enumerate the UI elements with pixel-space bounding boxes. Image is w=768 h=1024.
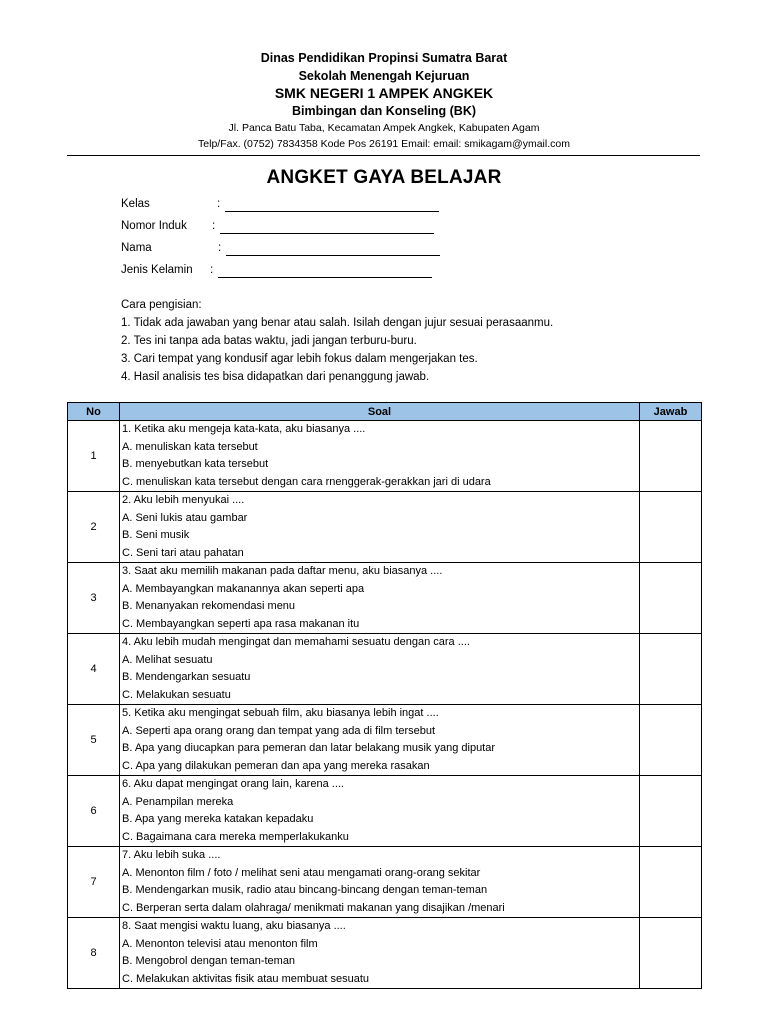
answer-cell[interactable] <box>640 563 702 634</box>
question-cell <box>120 492 640 563</box>
question-text: 3. Saat aku memilih makanan pada daftar menu, aku biasanya .... <box>122 565 443 577</box>
question-text: 2. Aku lebih menyukai .... <box>122 494 245 506</box>
question-cell <box>120 776 640 847</box>
answer-option: B. Menanyakan rekomendasi menu <box>122 600 296 612</box>
answer-cell[interactable] <box>640 776 702 847</box>
answer-option: C. Melakukan aktivitas fisik atau membuat sesuatu <box>122 972 370 985</box>
field-colon: : <box>217 198 221 210</box>
question-number: 1 <box>68 421 120 492</box>
question-number: 4 <box>68 634 120 705</box>
nama-blank-line[interactable] <box>226 255 440 256</box>
header-no: No <box>68 403 120 421</box>
question-text: 8. Saat mengisi waktu luang, aku biasanya .... <box>122 920 346 932</box>
answer-option: C. Apa yang dilakukan pemeran dan apa yang mereka rasakan <box>122 759 430 772</box>
answer-option: B. Seni musik <box>122 529 190 541</box>
answer-option: C. menuliskan kata tersebut dengan cara rnenggerak-gerakkan jari di udara <box>122 475 491 488</box>
header-jawab: Jawab <box>640 403 702 421</box>
answer-cell[interactable] <box>640 421 702 492</box>
answer-option: A. Seperti apa orang orang dan tempat yang ada di film tersebut <box>122 724 436 737</box>
question-number: 2 <box>68 492 120 563</box>
table-row <box>68 776 702 847</box>
table-body <box>68 421 702 989</box>
jenis-kelamin-blank-line[interactable] <box>218 277 432 278</box>
answer-option: A. Menonton film / foto / melihat seni atau mengamati orang-orang sekitar <box>122 866 481 879</box>
answer-cell[interactable] <box>640 492 702 563</box>
answer-option: B. Mengobrol dengan teman-teman <box>122 955 296 967</box>
answer-option: C. Seni tari atau pahatan <box>122 546 244 559</box>
answer-option: C. Berperan serta dalam olahraga/ menikmati makanan yang disajikan /menari <box>122 901 505 914</box>
answer-option: A. Membayangkan makanannya akan seperti apa <box>122 582 365 595</box>
field-label: Jenis Kelamin <box>121 264 193 276</box>
question-cell <box>120 421 640 492</box>
school-type: Sekolah Menengah Kejuruan <box>298 69 470 83</box>
nomor-induk-blank-line[interactable] <box>220 233 434 234</box>
answer-cell[interactable] <box>640 918 702 989</box>
question-number: 8 <box>68 918 120 989</box>
answer-option: B. menyebutkan kata tersebut <box>122 458 269 470</box>
question-text: 6. Aku dapat mengingat orang lain, karena .... <box>122 778 344 790</box>
field-colon: : <box>210 264 214 276</box>
answer-option: B. Apa yang mereka katakan kepadaku <box>122 813 314 825</box>
table-row <box>68 705 702 776</box>
header-soal: Soal <box>120 403 640 421</box>
field-label: Nomor Induk <box>121 220 187 232</box>
table-row <box>68 847 702 918</box>
letterhead <box>0 49 768 152</box>
unit-name: Bimbingan dan Konseling (BK) <box>291 104 477 118</box>
answer-cell[interactable] <box>640 847 702 918</box>
instructions-heading: Cara pengisian: <box>121 299 202 311</box>
questionnaire-table <box>67 402 702 989</box>
answer-option: A. menuliskan kata tersebut <box>122 440 258 453</box>
answer-option: B. Mendengarkan sesuatu <box>122 671 251 683</box>
answer-option: A. Seni lukis atau gambar <box>122 511 248 524</box>
answer-option: B. Mendengarkan musik, radio atau bincang-bincang dengan teman-teman <box>122 884 488 896</box>
question-cell <box>120 847 640 918</box>
instruction-item: 4. Hasil analisis tes bisa didapatkan dari penanggung jawab. <box>121 371 430 383</box>
question-number: 3 <box>68 563 120 634</box>
question-cell <box>120 705 640 776</box>
question-text: 4. Aku lebih mudah mengingat dan memahami sesuatu dengan cara .... <box>122 636 470 648</box>
answer-option: C. Bagaimana cara mereka memperlakukanku <box>122 830 349 843</box>
school-contact: Telp/Fax. (0752) 7834358 Kode Pos 26191 Email: email: smikagam@ymail.com <box>198 138 570 150</box>
field-colon: : <box>212 220 216 232</box>
question-number: 6 <box>68 776 120 847</box>
table-row <box>68 421 702 492</box>
letterhead-divider <box>67 155 700 156</box>
question-text: 1. Ketika aku mengeja kata-kata, aku biasanya .... <box>122 423 366 435</box>
answer-option: C. Melakukan sesuatu <box>122 688 231 701</box>
answer-cell[interactable] <box>640 705 702 776</box>
field-label: Kelas <box>121 198 150 210</box>
school-name: SMK NEGERI 1 AMPEK ANGKEK <box>274 85 494 101</box>
table-row <box>68 634 702 705</box>
document-title: ANGKET GAYA BELAJAR <box>266 167 502 188</box>
answer-option: A. Penampilan mereka <box>122 795 234 808</box>
answer-cell[interactable] <box>640 634 702 705</box>
table-row <box>68 492 702 563</box>
department-name: Dinas Pendidikan Propinsi Sumatra Barat <box>260 51 508 65</box>
school-address: Jl. Panca Batu Taba, Kecamatan Ampek Angkek, Kabupaten Agam <box>228 122 540 134</box>
instruction-item: 3. Cari tempat yang kondusif agar lebih fokus dalam mengerjakan tes. <box>121 353 478 365</box>
question-number: 5 <box>68 705 120 776</box>
instructions <box>121 296 553 386</box>
answer-option: C. Membayangkan seperti apa rasa makanan itu <box>122 617 360 630</box>
field-label: Nama <box>121 242 152 254</box>
answer-option: B. Apa yang diucapkan para pemeran dan latar belakang musik yang diputar <box>122 742 496 754</box>
question-text: 5. Ketika aku mengingat sebuah film, aku biasanya lebih ingat .... <box>122 707 439 719</box>
question-number: 7 <box>68 847 120 918</box>
question-text: 7. Aku lebih suka .... <box>122 849 221 861</box>
table-row <box>68 563 702 634</box>
instruction-item: 2. Tes ini tanpa ada batas waktu, jadi jangan terburu-buru. <box>121 335 417 347</box>
table-row <box>68 918 702 989</box>
table-header-row <box>68 403 702 421</box>
question-cell <box>120 563 640 634</box>
kelas-blank-line[interactable] <box>225 211 439 212</box>
instruction-item: 1. Tidak ada jawaban yang benar atau salah. Isilah dengan jujur sesuai perasaanmu. <box>121 317 554 329</box>
question-cell <box>120 918 640 989</box>
question-cell <box>120 634 640 705</box>
answer-option: A. Melihat sesuatu <box>122 653 213 666</box>
field-colon: : <box>218 242 222 254</box>
answer-option: A. Menonton televisi atau menonton film <box>122 937 318 950</box>
